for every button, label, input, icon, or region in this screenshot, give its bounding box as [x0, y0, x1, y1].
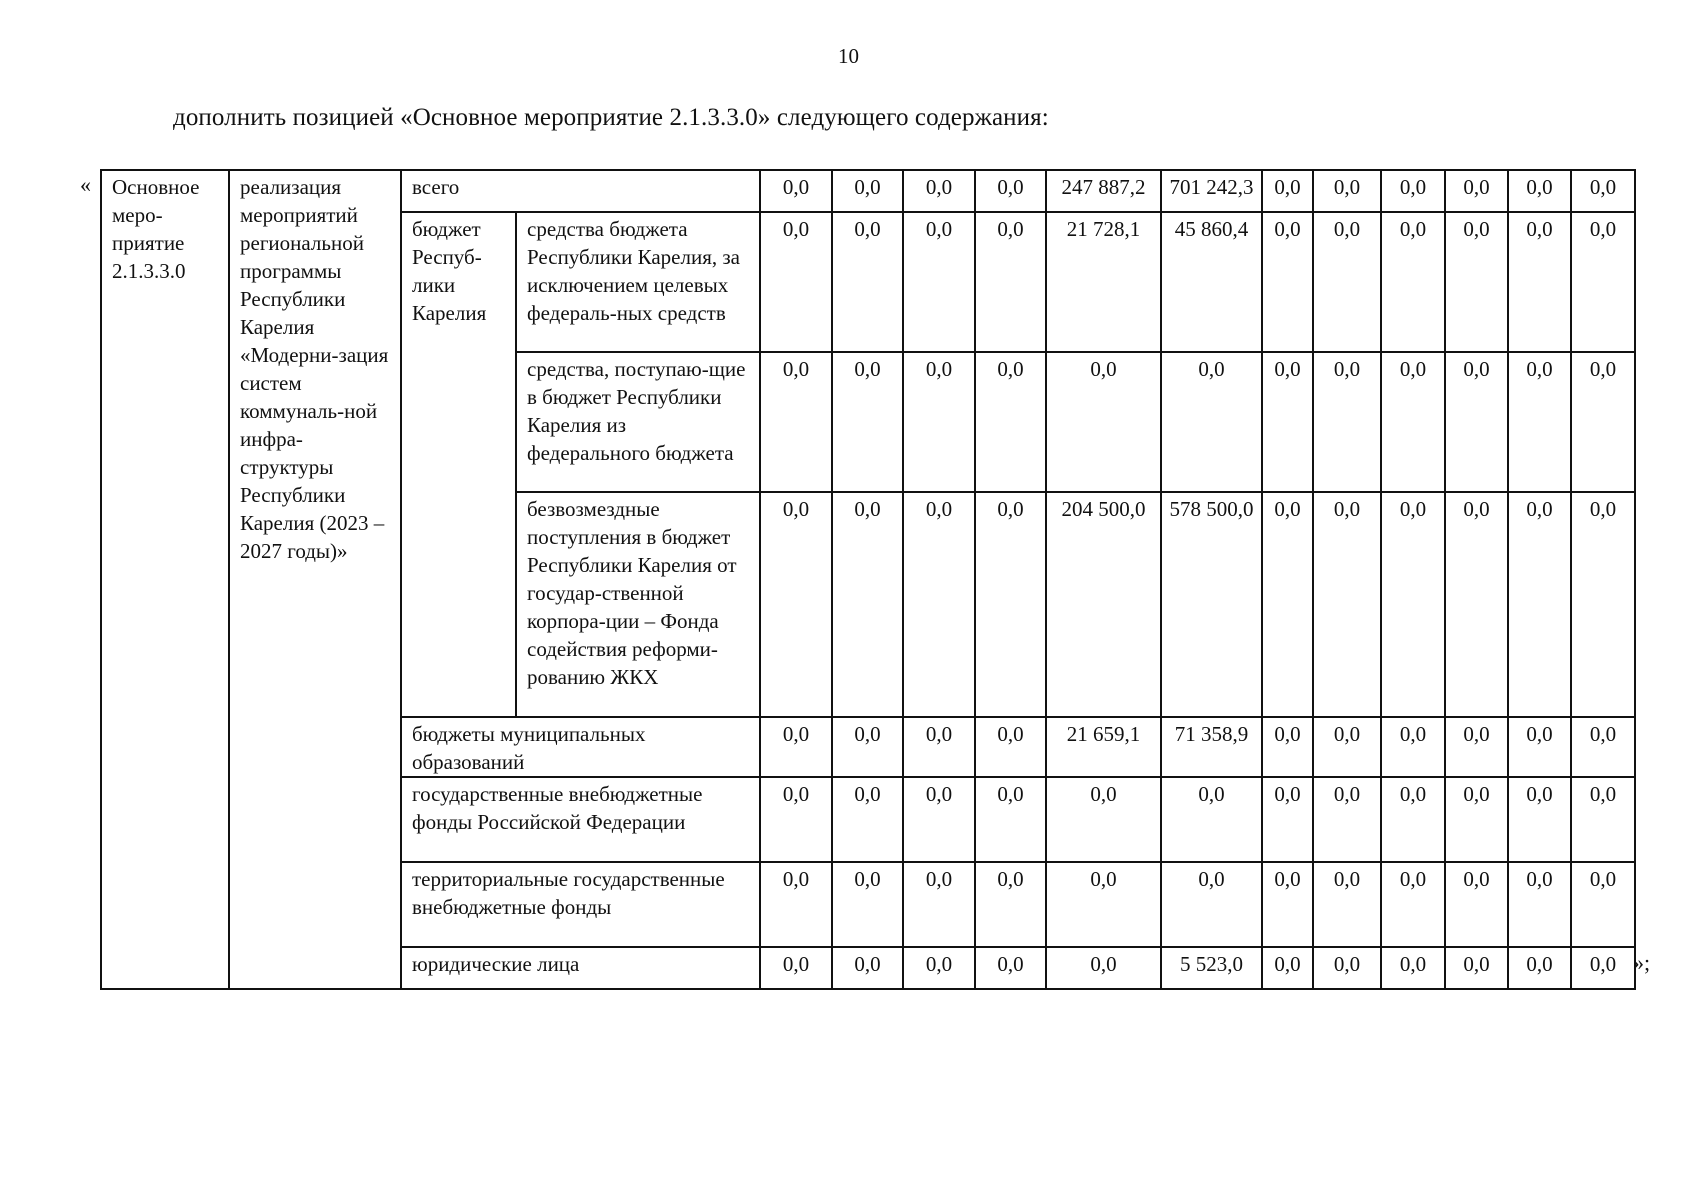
- value-cell: 45 860,4: [1161, 212, 1262, 352]
- value-cell: 0,0: [1571, 947, 1635, 989]
- value-cell: 0,0: [832, 777, 903, 862]
- value-cell: 0,0: [1262, 212, 1313, 352]
- value-cell: 0,0: [760, 352, 832, 492]
- value-cell: 0,0: [1508, 492, 1571, 717]
- value-cell: 0,0: [1381, 492, 1445, 717]
- value-cell: 0,0: [1046, 352, 1161, 492]
- value-cell: 0,0: [1313, 212, 1381, 352]
- value-cell: 0,0: [1508, 170, 1571, 212]
- value-cell: 0,0: [1046, 862, 1161, 947]
- value-cell: 0,0: [832, 212, 903, 352]
- value-cell: 247 887,2: [1046, 170, 1161, 212]
- value-cell: 0,0: [903, 352, 975, 492]
- value-cell: 0,0: [1445, 717, 1508, 777]
- value-cell: 0,0: [1313, 352, 1381, 492]
- value-cell: 0,0: [832, 492, 903, 717]
- value-cell: 0,0: [1313, 862, 1381, 947]
- budget-group-label: бюджет Респуб-лики Карелия: [401, 212, 516, 717]
- value-cell: 0,0: [975, 492, 1046, 717]
- value-cell: 0,0: [903, 492, 975, 717]
- value-cell: 0,0: [760, 862, 832, 947]
- value-cell: 0,0: [975, 947, 1046, 989]
- value-cell: 0,0: [975, 212, 1046, 352]
- value-cell: 0,0: [975, 352, 1046, 492]
- row-label: средства бюджета Республики Карелия, за исключением целевых федераль-ных средств: [516, 212, 760, 352]
- value-cell: 0,0: [1313, 947, 1381, 989]
- value-cell: 0,0: [1313, 170, 1381, 212]
- value-cell: 0,0: [1381, 170, 1445, 212]
- value-cell: 0,0: [1161, 862, 1262, 947]
- value-cell: 701 242,3: [1161, 170, 1262, 212]
- value-cell: 0,0: [832, 352, 903, 492]
- value-cell: 0,0: [832, 862, 903, 947]
- value-cell: 0,0: [1161, 352, 1262, 492]
- value-cell: 0,0: [975, 862, 1046, 947]
- value-cell: 0,0: [903, 717, 975, 777]
- value-cell: 0,0: [1313, 717, 1381, 777]
- opening-quote: «: [80, 172, 91, 197]
- value-cell: 0,0: [1313, 492, 1381, 717]
- value-cell: 0,0: [1445, 777, 1508, 862]
- value-cell: 0,0: [1508, 947, 1571, 989]
- value-cell: 0,0: [1571, 777, 1635, 862]
- value-cell: 0,0: [1508, 352, 1571, 492]
- value-cell: 0,0: [1262, 492, 1313, 717]
- value-cell: 0,0: [1262, 170, 1313, 212]
- value-cell: 0,0: [1262, 862, 1313, 947]
- value-cell: 0,0: [760, 717, 832, 777]
- value-cell: 0,0: [1262, 777, 1313, 862]
- value-cell: 0,0: [1571, 492, 1635, 717]
- measure-description-cell: реализация мероприятий региональной программы Республики Карелия «Модерни-зация систем коммуналь-ной инфра-структуры Республики Карелия (2023 – 2027 годы)»: [229, 170, 401, 989]
- value-cell: 21 728,1: [1046, 212, 1161, 352]
- value-cell: 0,0: [903, 212, 975, 352]
- value-cell: 71 358,9: [1161, 717, 1262, 777]
- measure-name-cell: Основное меро-приятие 2.1.3.3.0: [101, 170, 229, 989]
- row-label: средства, поступаю-щие в бюджет Республики Карелия из федерального бюджета: [516, 352, 760, 492]
- value-cell: 0,0: [1381, 212, 1445, 352]
- value-cell: 0,0: [760, 492, 832, 717]
- value-cell: 0,0: [1508, 777, 1571, 862]
- value-cell: 0,0: [1046, 947, 1161, 989]
- value-cell: 0,0: [1262, 352, 1313, 492]
- value-cell: 0,0: [1571, 352, 1635, 492]
- value-cell: 0,0: [760, 777, 832, 862]
- value-cell: 0,0: [1445, 947, 1508, 989]
- value-cell: 0,0: [975, 170, 1046, 212]
- value-cell: 0,0: [1161, 777, 1262, 862]
- value-cell: 0,0: [1381, 717, 1445, 777]
- value-cell: 21 659,1: [1046, 717, 1161, 777]
- value-cell: 0,0: [903, 862, 975, 947]
- value-cell: 0,0: [760, 947, 832, 989]
- table-row: [101, 170, 1635, 212]
- value-cell: 0,0: [903, 947, 975, 989]
- value-cell: 0,0: [832, 170, 903, 212]
- value-cell: 0,0: [975, 777, 1046, 862]
- row-label: бюджеты муниципальных образований: [401, 717, 760, 777]
- value-cell: 0,0: [832, 947, 903, 989]
- intro-text: дополнить позицией «Основное мероприятие 2.1.3.3.0» следующего содержания:: [173, 104, 1049, 131]
- value-cell: 0,0: [1445, 492, 1508, 717]
- row-label: всего: [401, 170, 760, 212]
- value-cell: 0,0: [1445, 352, 1508, 492]
- value-cell: 0,0: [1445, 170, 1508, 212]
- value-cell: 0,0: [903, 777, 975, 862]
- value-cell: 0,0: [1381, 862, 1445, 947]
- value-cell: 0,0: [1571, 862, 1635, 947]
- value-cell: 0,0: [1508, 717, 1571, 777]
- value-cell: 0,0: [1381, 947, 1445, 989]
- row-label: безвозмездные поступления в бюджет Республики Карелия от государ-ственной корпора-ции – Фонда содействия реформи-рованию ЖКХ: [516, 492, 760, 717]
- value-cell: 0,0: [1571, 717, 1635, 777]
- row-label: государственные внебюджетные фонды Российской Федерации: [401, 777, 760, 862]
- value-cell: 204 500,0: [1046, 492, 1161, 717]
- closing-quote: »;: [1633, 950, 1651, 975]
- funding-table-body: [101, 170, 1635, 989]
- value-cell: 0,0: [975, 717, 1046, 777]
- page-number: 10: [838, 44, 859, 68]
- row-label: юридические лица: [401, 947, 760, 989]
- funding-table: [100, 169, 1636, 990]
- value-cell: 0,0: [1445, 862, 1508, 947]
- value-cell: 0,0: [1508, 862, 1571, 947]
- value-cell: 0,0: [1262, 947, 1313, 989]
- value-cell: 5 523,0: [1161, 947, 1262, 989]
- value-cell: 0,0: [1508, 212, 1571, 352]
- value-cell: 0,0: [1571, 212, 1635, 352]
- row-label: территориальные государственные внебюджетные фонды: [401, 862, 760, 947]
- value-cell: 0,0: [1381, 777, 1445, 862]
- value-cell: 0,0: [1381, 352, 1445, 492]
- value-cell: 0,0: [1046, 777, 1161, 862]
- value-cell: 0,0: [1445, 212, 1508, 352]
- value-cell: 0,0: [1313, 777, 1381, 862]
- value-cell: 0,0: [1262, 717, 1313, 777]
- value-cell: 0,0: [760, 170, 832, 212]
- value-cell: 0,0: [903, 170, 975, 212]
- value-cell: 578 500,0: [1161, 492, 1262, 717]
- value-cell: 0,0: [832, 717, 903, 777]
- value-cell: 0,0: [1571, 170, 1635, 212]
- value-cell: 0,0: [760, 212, 832, 352]
